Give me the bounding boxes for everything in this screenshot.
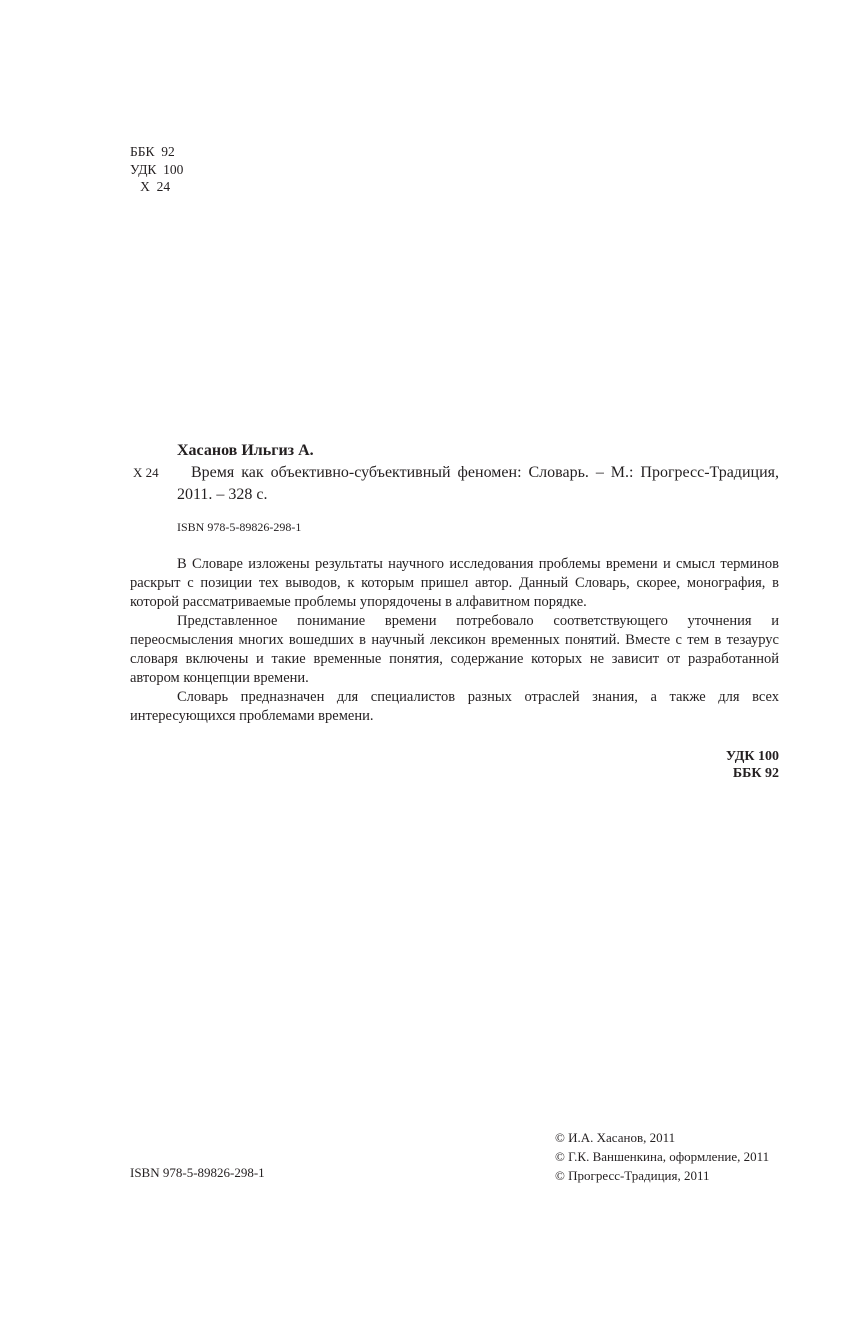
abstract-paragraph: Словарь предназначен для специалистов разных отраслей знания, а также для всех интересующихся проблемами времени. [130, 689, 779, 724]
entry-isbn: ISBN 978-5-89826-298-1 [177, 520, 302, 534]
abstract-paragraph: Представленное понимание времени потребовало соответствующего уточнения и переосмысления многих вошедших в научный лексикон временных понятий. Вместе с тем в тезаурус словаря включены и такие временные понятия, содержание которых не зависит от разработанной автором концепции времени. [130, 613, 779, 686]
abstract-paragraph: В Словаре изложены результаты научного исследования проблемы времени и смысл терминов раскрыт с позиции тех выводов, к которым пришел автор. Данный Словарь, скорее, монография, в которой рассматриваемые проблемы упорядочены в алфавитном порядке. [130, 556, 779, 610]
bbk-code: ББК 92 [130, 144, 175, 159]
bibliographic-description: Время как объективно-субъективный феномен: Словарь. – М.: Прогресс-Традиция, 2011. – 328 с. [177, 464, 779, 503]
footer-isbn: ISBN 978-5-89826-298-1 [130, 1165, 265, 1180]
catalog-mark: Х 24 [133, 465, 159, 480]
bbk-code-right: ББК 92 [732, 766, 779, 781]
copyright-line: © Г.К. Ваншенкина, оформление, 2011 [555, 1149, 770, 1164]
copyright-line: © И.А. Хасанов, 2011 [555, 1130, 676, 1145]
copyright-notices [555, 1128, 769, 1185]
index-codes-right [600, 748, 779, 782]
udk-code: УДК 100 [130, 161, 184, 177]
classification-codes [130, 143, 183, 196]
copyright-line: © Прогресс-Традиция, 2011 [555, 1168, 710, 1183]
author-mark: Х 24 [130, 179, 171, 194]
author-name: Хасанов Ильгиз А. [177, 442, 314, 459]
udk-code-right: УДК 100 [725, 749, 779, 764]
abstract [130, 555, 779, 726]
